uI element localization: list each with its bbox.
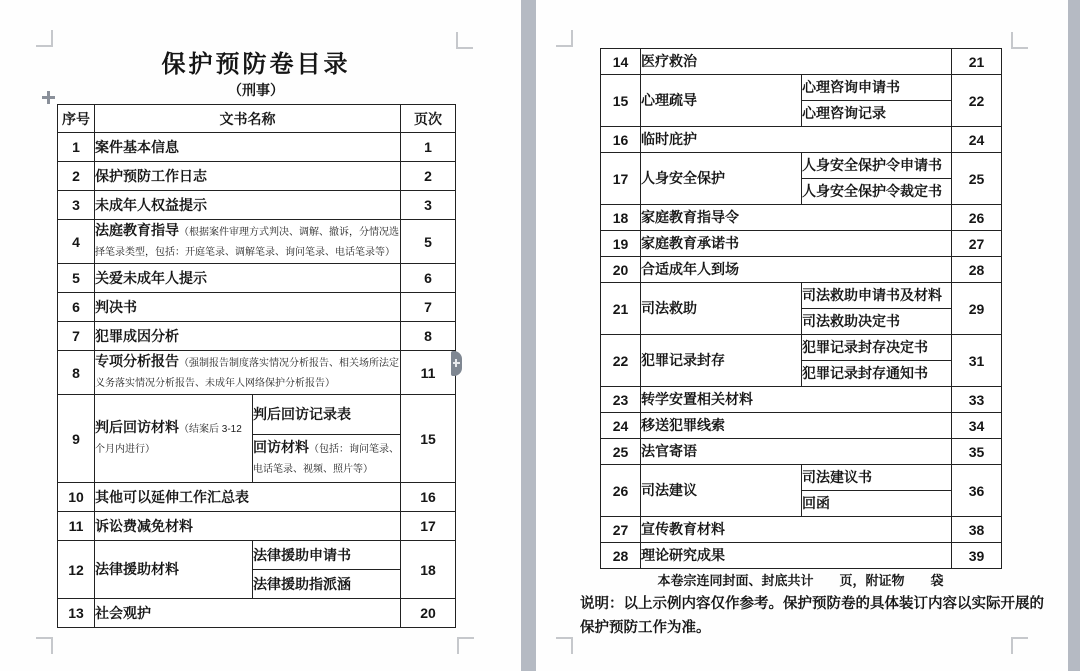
row-number (601, 257, 641, 283)
cell-text: 案件基本信息 (95, 138, 179, 155)
cell-text: 17 (420, 518, 436, 534)
row-page-number (401, 541, 456, 599)
row-document-name (641, 387, 952, 413)
cell-text: 16 (612, 131, 629, 148)
cell-text: 24 (612, 417, 629, 434)
row-number (58, 599, 95, 628)
toc-table-right (600, 48, 1002, 569)
row-document-name (641, 49, 952, 75)
table-row (601, 231, 1002, 257)
document-title: 保护预防卷目录 (161, 51, 351, 78)
cell-text: 14 (612, 53, 629, 70)
cell-text: 关爱未成年人提示 (95, 269, 207, 286)
cell-text: 25 (968, 170, 985, 187)
table-row (601, 517, 1002, 543)
table-row (58, 220, 456, 264)
row-number (601, 335, 641, 387)
table-row (58, 512, 456, 541)
row-document-name (95, 162, 401, 191)
table-row (601, 439, 1002, 465)
row-page-number (952, 517, 1002, 543)
cell-text: 7 (424, 299, 432, 315)
row-page-number (401, 395, 456, 483)
cell-text: 临时庇护 (641, 131, 697, 147)
volume-tally-line: 本卷宗连同封面、封底共计 页，附证物 袋 (657, 573, 944, 588)
row-number (601, 153, 641, 205)
row-subdocument-name (253, 570, 401, 599)
cell-text: 司法救助决定书 (802, 313, 900, 329)
row-number (58, 512, 95, 541)
cell-note: （包括：询问笔录、电话笔录、视频、照片等） (253, 444, 399, 475)
row-subdocument-name (253, 435, 401, 483)
cell-text: 11 (68, 518, 84, 534)
row-document-name (641, 153, 802, 205)
cell-text: 19 (612, 235, 629, 252)
cell-text: 20 (420, 605, 436, 621)
cell-text: 社会观护 (95, 604, 151, 621)
cell-text: 1 (424, 139, 432, 155)
cell-text: 31 (968, 352, 985, 369)
row-subdocument-name (802, 179, 952, 205)
row-page-number (952, 153, 1002, 205)
row-subdocument-name (802, 309, 952, 335)
cell-text: 人身安全保护 (641, 170, 725, 186)
row-page-number (401, 191, 456, 220)
row-page-number (952, 75, 1002, 127)
row-document-name (95, 599, 401, 628)
row-document-name (95, 541, 253, 599)
row-number (58, 162, 95, 191)
cell-text: 3 (72, 197, 80, 213)
cell-text: 保护预防工作日志 (95, 167, 207, 184)
cell-text: 宣传教育材料 (641, 521, 725, 537)
row-number (58, 133, 95, 162)
cell-text: 法官寄语 (641, 443, 697, 459)
row-document-name (95, 322, 401, 351)
cell-text: 27 (612, 521, 629, 538)
row-document-name (95, 395, 253, 483)
row-number (58, 483, 95, 512)
row-number (601, 231, 641, 257)
row-page-number (401, 599, 456, 628)
row-document-name (641, 205, 952, 231)
table-row (58, 322, 456, 351)
row-document-name (641, 439, 952, 465)
table-row (58, 351, 456, 395)
row-subdocument-name (253, 541, 401, 570)
cell-text: 家庭教育承诺书 (641, 235, 739, 251)
cell-text: 5 (72, 270, 80, 286)
cell-text: 7 (72, 328, 80, 344)
row-page-number (952, 49, 1002, 75)
table-move-handle-icon[interactable] (42, 91, 55, 104)
row-number (58, 395, 95, 483)
cell-text: 28 (612, 547, 629, 564)
cell-text: 25 (612, 443, 629, 460)
cell-text: 2 (72, 168, 80, 184)
crop-mark-icon (556, 30, 573, 47)
cell-text: 36 (968, 482, 985, 499)
row-subdocument-name (802, 465, 952, 491)
cell-text: 3 (424, 197, 432, 213)
cell-text: 判决书 (95, 298, 137, 315)
plus-icon (455, 359, 457, 367)
row-document-name (95, 133, 401, 162)
cell-text: 司法建议书 (802, 469, 872, 485)
row-number (601, 127, 641, 153)
cell-text: 回函 (802, 495, 830, 511)
row-page-number (401, 162, 456, 191)
cell-note: （根据案件审理方式判决、调解、撤诉，分情况选择笔录类型，包括：开庭笔录、调解笔录、询问笔录、电话笔录等） (95, 227, 399, 258)
table-row (58, 133, 456, 162)
move-handle-bar (47, 91, 50, 104)
row-document-name (641, 127, 952, 153)
document-page-right (536, 0, 1068, 671)
row-page-number (401, 220, 456, 264)
cell-text: 26 (612, 482, 629, 499)
row-document-name (641, 517, 952, 543)
cell-text: 人身安全保护令裁定书 (802, 183, 942, 199)
cell-text: 法律援助申请书 (253, 546, 351, 563)
row-subdocument-name (802, 491, 952, 517)
table-row (601, 335, 1002, 361)
row-number (601, 205, 641, 231)
cell-text: 21 (612, 300, 629, 317)
toc-table-left (57, 104, 456, 628)
cell-text: 判后回访材料 (95, 419, 179, 435)
row-subdocument-name (802, 75, 952, 101)
cell-text: 27 (968, 235, 985, 252)
cell-text: 心理咨询记录 (802, 105, 886, 121)
row-page-number (401, 322, 456, 351)
row-page-number (952, 127, 1002, 153)
row-document-name (95, 483, 401, 512)
cell-text: 司法救助申请书及材料 (802, 287, 942, 303)
cell-text: 移送犯罪线索 (641, 417, 725, 433)
row-page-number (952, 335, 1002, 387)
table-row (601, 75, 1002, 101)
row-number (601, 49, 641, 75)
cell-text: 28 (968, 261, 985, 278)
crop-mark-icon (1011, 32, 1028, 49)
cell-text: 犯罪成因分析 (95, 327, 179, 344)
row-page-number (401, 483, 456, 512)
table-row (601, 153, 1002, 179)
row-subdocument-name (802, 335, 952, 361)
cell-text: 12 (68, 561, 84, 578)
cell-text: 司法救助 (641, 300, 697, 316)
explanatory-note (580, 592, 1058, 640)
table-row (601, 543, 1002, 569)
table-row (601, 49, 1002, 75)
row-document-name (641, 465, 802, 517)
row-document-name (641, 283, 802, 335)
row-page-number (952, 465, 1002, 517)
table-header-row (58, 105, 456, 133)
row-page-number (401, 264, 456, 293)
cell-note: （结案后 3-12 个月内进行） (95, 424, 242, 455)
row-page-number (401, 133, 456, 162)
cell-text: 法律援助材料 (95, 561, 179, 577)
row-document-name (641, 413, 952, 439)
crop-mark-icon (36, 637, 53, 654)
cell-text: 犯罪记录封存 (641, 352, 725, 368)
cell-text: 24 (968, 131, 985, 148)
cell-text: 4 (72, 233, 80, 250)
table-row (58, 162, 456, 191)
cell-text: 11 (420, 364, 436, 381)
cell-text: 22 (612, 352, 629, 369)
cell-text: 8 (424, 328, 432, 344)
cell-text: 20 (612, 261, 629, 278)
document-page-left (0, 0, 521, 671)
cell-text: 17 (612, 170, 629, 187)
cell-text: 29 (968, 300, 985, 317)
row-number (601, 75, 641, 127)
row-number (601, 413, 641, 439)
cell-text: 15 (612, 92, 629, 109)
table-row (58, 483, 456, 512)
cell-text: 理论研究成果 (641, 547, 725, 563)
row-number (601, 465, 641, 517)
cell-text: 判后回访记录表 (253, 406, 351, 422)
row-subdocument-name (802, 283, 952, 309)
cell-text: 23 (612, 391, 629, 408)
cell-text: 其他可以延伸工作汇总表 (95, 488, 249, 505)
cell-text: 合适成年人到场 (641, 261, 739, 277)
row-page-number (952, 413, 1002, 439)
cell-text: 转学安置相关材料 (641, 391, 753, 407)
row-page-number (952, 205, 1002, 231)
crop-mark-icon (456, 32, 473, 49)
table-row (601, 127, 1002, 153)
table-row (601, 413, 1002, 439)
table-row (601, 205, 1002, 231)
row-number (58, 322, 95, 351)
row-number (601, 439, 641, 465)
row-number (58, 191, 95, 220)
cell-text: 18 (612, 209, 629, 226)
cell-text: 8 (72, 364, 80, 381)
cell-text: 22 (968, 92, 985, 109)
row-page-number (952, 439, 1002, 465)
cell-text: 犯罪记录封存决定书 (802, 339, 928, 355)
cell-text: 心理疏导 (641, 92, 697, 108)
cell-text: 家庭教育指导令 (641, 209, 739, 225)
row-document-name (641, 231, 952, 257)
row-document-name (641, 335, 802, 387)
explanatory-note-line: 说明：以上示例内容仅作参考。保护预防卷的具体装订内容以实际开展的 (580, 596, 1044, 612)
row-page-number (952, 543, 1002, 569)
cell-text: 6 (424, 270, 432, 286)
row-document-name (95, 191, 401, 220)
cell-text: 人身安全保护令申请书 (802, 157, 942, 173)
row-subdocument-name (802, 101, 952, 127)
crop-mark-icon (457, 637, 474, 654)
cell-text: 司法建议 (641, 482, 697, 498)
table-row (58, 395, 456, 435)
cell-text: 10 (68, 489, 84, 505)
document-subtitle: （刑事） (228, 82, 284, 98)
cell-text: 1 (72, 139, 80, 155)
cell-text: 法律援助指派涵 (253, 575, 351, 592)
cell-text: 未成年人权益提示 (95, 196, 207, 213)
cell-text: 26 (968, 209, 985, 226)
cell-text: 15 (420, 430, 436, 447)
cell-text: 回访材料 (253, 439, 309, 455)
row-number (58, 220, 95, 264)
row-number (601, 517, 641, 543)
table-expand-handle-icon[interactable] (451, 351, 462, 376)
crop-mark-icon (36, 30, 53, 47)
cell-text: 5 (424, 233, 432, 250)
cell-note: （强制报告制度落实情况分析报告、相关场所法定义务落实情况分析报告、未成年人网络保护分析报告） (95, 358, 399, 389)
row-document-name (641, 75, 802, 127)
row-number (601, 387, 641, 413)
table-row (58, 264, 456, 293)
cell-text: 2 (424, 168, 432, 184)
cell-text: 医疗救治 (641, 53, 697, 69)
table-row (58, 599, 456, 628)
row-document-name (95, 293, 401, 322)
crop-mark-icon (556, 637, 573, 654)
table-row (58, 293, 456, 322)
row-page-number (401, 293, 456, 322)
cell-text: 9 (72, 430, 80, 447)
row-page-number (952, 231, 1002, 257)
explanatory-note-line: 保护预防工作为准。 (580, 620, 711, 636)
row-number (58, 351, 95, 395)
cell-text: 38 (968, 521, 985, 538)
cell-text: 34 (968, 417, 985, 434)
row-subdocument-name (253, 395, 401, 435)
table-row (58, 191, 456, 220)
cell-text: 33 (968, 391, 985, 408)
table-row (601, 387, 1002, 413)
row-subdocument-name (802, 153, 952, 179)
row-page-number (401, 512, 456, 541)
row-number (58, 541, 95, 599)
row-page-number (952, 257, 1002, 283)
row-page-number (401, 351, 456, 395)
table-row (601, 283, 1002, 309)
cell-text: 13 (68, 605, 84, 621)
row-page-number (952, 283, 1002, 335)
row-document-name (641, 543, 952, 569)
row-number (601, 283, 641, 335)
col-header-no: 序号 (58, 105, 95, 133)
cell-text: 诉讼费减免材料 (95, 517, 193, 534)
cell-text: 心理咨询申请书 (802, 79, 900, 95)
row-document-name (95, 512, 401, 541)
row-document-name (95, 264, 401, 293)
row-document-name (95, 220, 401, 264)
cell-text: 35 (968, 443, 985, 460)
cell-text: 专项分析报告 (95, 353, 179, 369)
col-header-page: 页次 (401, 105, 456, 133)
row-number (601, 543, 641, 569)
cell-text: 16 (420, 489, 436, 505)
table-row (58, 541, 456, 570)
row-document-name (95, 351, 401, 395)
table-row (601, 465, 1002, 491)
row-document-name (641, 257, 952, 283)
cell-text: 犯罪记录封存通知书 (802, 365, 928, 381)
cell-text: 18 (420, 561, 436, 578)
row-number (58, 264, 95, 293)
cell-text: 21 (968, 53, 985, 70)
row-page-number (952, 387, 1002, 413)
col-header-name: 文书名称 (95, 105, 401, 133)
cell-text: 法庭教育指导 (95, 222, 179, 238)
table-row (601, 257, 1002, 283)
row-subdocument-name (802, 361, 952, 387)
row-number (58, 293, 95, 322)
cell-text: 39 (968, 547, 985, 564)
cell-text: 6 (72, 299, 80, 315)
